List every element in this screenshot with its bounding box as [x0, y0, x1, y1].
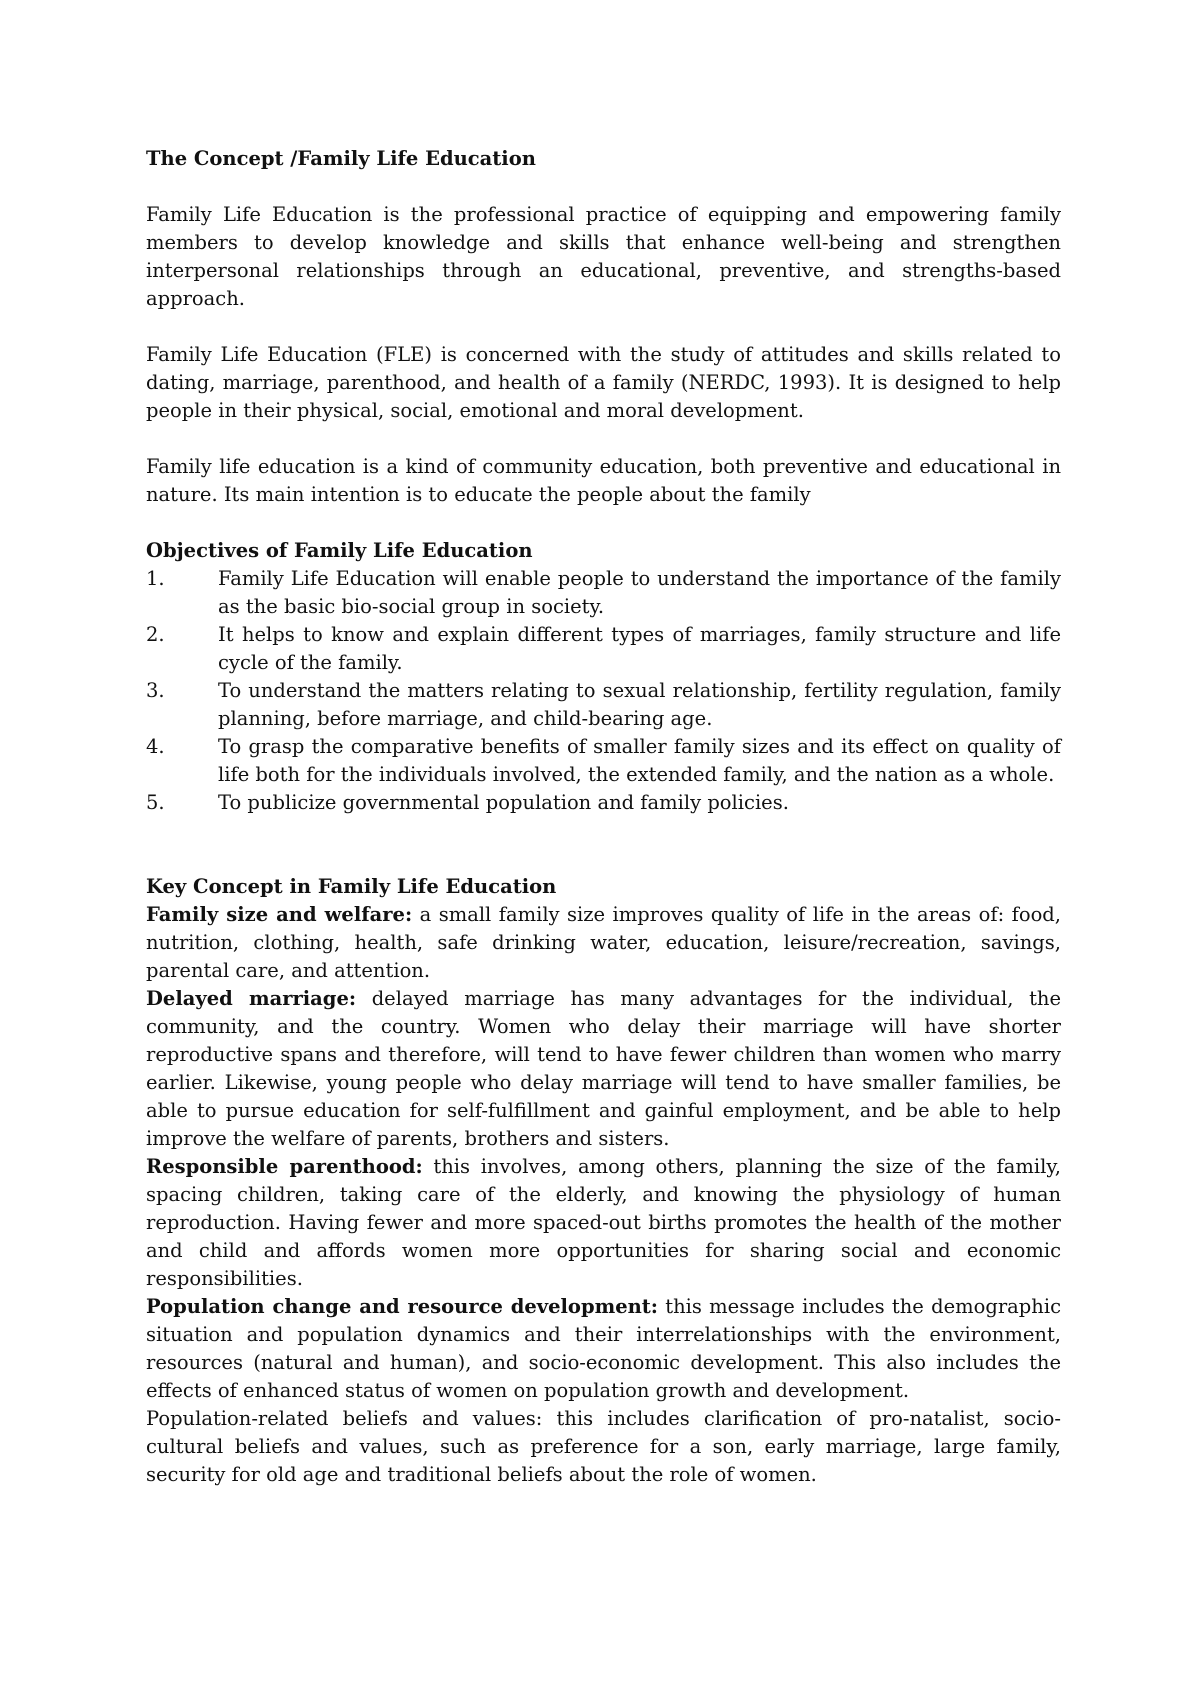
key-concept-term: Delayed marriage: — [146, 987, 357, 1010]
objective-number: 5. — [146, 791, 165, 814]
key-concept-text: delayed marriage has many advantages for the individual, the community, and the country. Women who delay their marriage will have shorter reproductive spans and therefore, will tend to have fewer children than women who marry earlier. Likewise, young people who delay marriage will tend to have smaller families, be able to pursue education for self-fulfillment and gainful employment, and be able to help improve the welfare of parents, brothers and sisters. — [146, 987, 1062, 1150]
key-concept-paragraph — [146, 1405, 1061, 1489]
key-concept-paragraph — [146, 1153, 1061, 1293]
intro-paragraph: Family life education is a kind of community education, both preventive and educational in nature. Its main intention is to educate the people about the family — [146, 455, 1061, 506]
key-concept-text: this involves, among others, planning the size of the family, spacing children, taking care of the elderly, and knowing the physiology of human reproduction. Having fewer and more spaced-out births promotes the health of the mother and child and affords women more opportunities for sharing social and economic responsibilities. — [146, 1155, 1061, 1290]
key-concept-text: this message includes the demographic situation and population dynamics and their interrelationships with the environment, resources (natural and human), and socio-economic development. This also includes the effects of enhanced status of women on population growth and development. — [146, 1295, 1061, 1402]
key-concept-text: a small family size improves quality of life in the areas of: food, nutrition, clothing, health, safe drinking water, education, leisure/recreation, savings, parental care, and attention. — [146, 903, 1061, 982]
objective-number: 2. — [146, 623, 165, 646]
objective-item — [146, 733, 1061, 789]
key-concept-term: Population change and resource development: — [146, 1295, 658, 1318]
objective-text: To publicize governmental population and family policies. — [218, 791, 789, 814]
objective-number: 3. — [146, 679, 165, 702]
objective-text: Family Life Education will enable people to understand the importance of the family as the basic bio-social group in society. — [218, 567, 1061, 618]
key-concepts-section — [146, 873, 1061, 1489]
objectives-section — [146, 537, 1061, 817]
objectives-heading: Objectives of Family Life Education — [146, 539, 533, 562]
objective-item — [146, 621, 1061, 677]
objective-item — [146, 565, 1061, 621]
key-concept-paragraph — [146, 1293, 1061, 1405]
objective-text: To understand the matters relating to sexual relationship, fertility regulation, family planning, before marriage, and child-bearing age. — [218, 679, 1061, 730]
objective-item — [146, 677, 1061, 733]
objective-text: To grasp the comparative benefits of smaller family sizes and its effect on quality of life both for the individuals involved, the extended family, and the nation as a whole. — [218, 735, 1061, 786]
objective-item — [146, 789, 1061, 817]
key-concepts-heading: Key Concept in Family Life Education — [146, 875, 557, 898]
key-concept-term: Family size and welfare: — [146, 903, 413, 926]
key-concept-paragraph — [146, 901, 1061, 985]
objective-text: It helps to know and explain different types of marriages, family structure and life cycle of the family. — [218, 623, 1061, 674]
document-page — [146, 145, 1061, 1489]
key-concept-text: Population-related beliefs and values: this includes clarification of pro-natalist, socio-cultural beliefs and values, such as preference for a son, early marriage, large family, security for old age and traditional beliefs about the role of women. — [146, 1407, 1061, 1486]
objective-number: 4. — [146, 735, 165, 758]
intro-paragraph: Family Life Education (FLE) is concerned with the study of attitudes and skills related to dating, marriage, parenthood, and health of a family (NERDC, 1993). It is designed to help people in their physical, social, emotional and moral development. — [146, 343, 1061, 422]
key-concept-term: Responsible parenthood: — [146, 1155, 423, 1178]
intro-paragraph: Family Life Education is the professional practice of equipping and empowering family members to develop knowledge and skills that enhance well-being and strengthen interpersonal relationships through an educational, preventive, and strengths-based approach. — [146, 203, 1061, 310]
document-title: The Concept /Family Life Education — [146, 147, 536, 170]
key-concept-paragraph — [146, 985, 1061, 1153]
objective-number: 1. — [146, 567, 165, 590]
objectives-list — [146, 565, 1061, 817]
